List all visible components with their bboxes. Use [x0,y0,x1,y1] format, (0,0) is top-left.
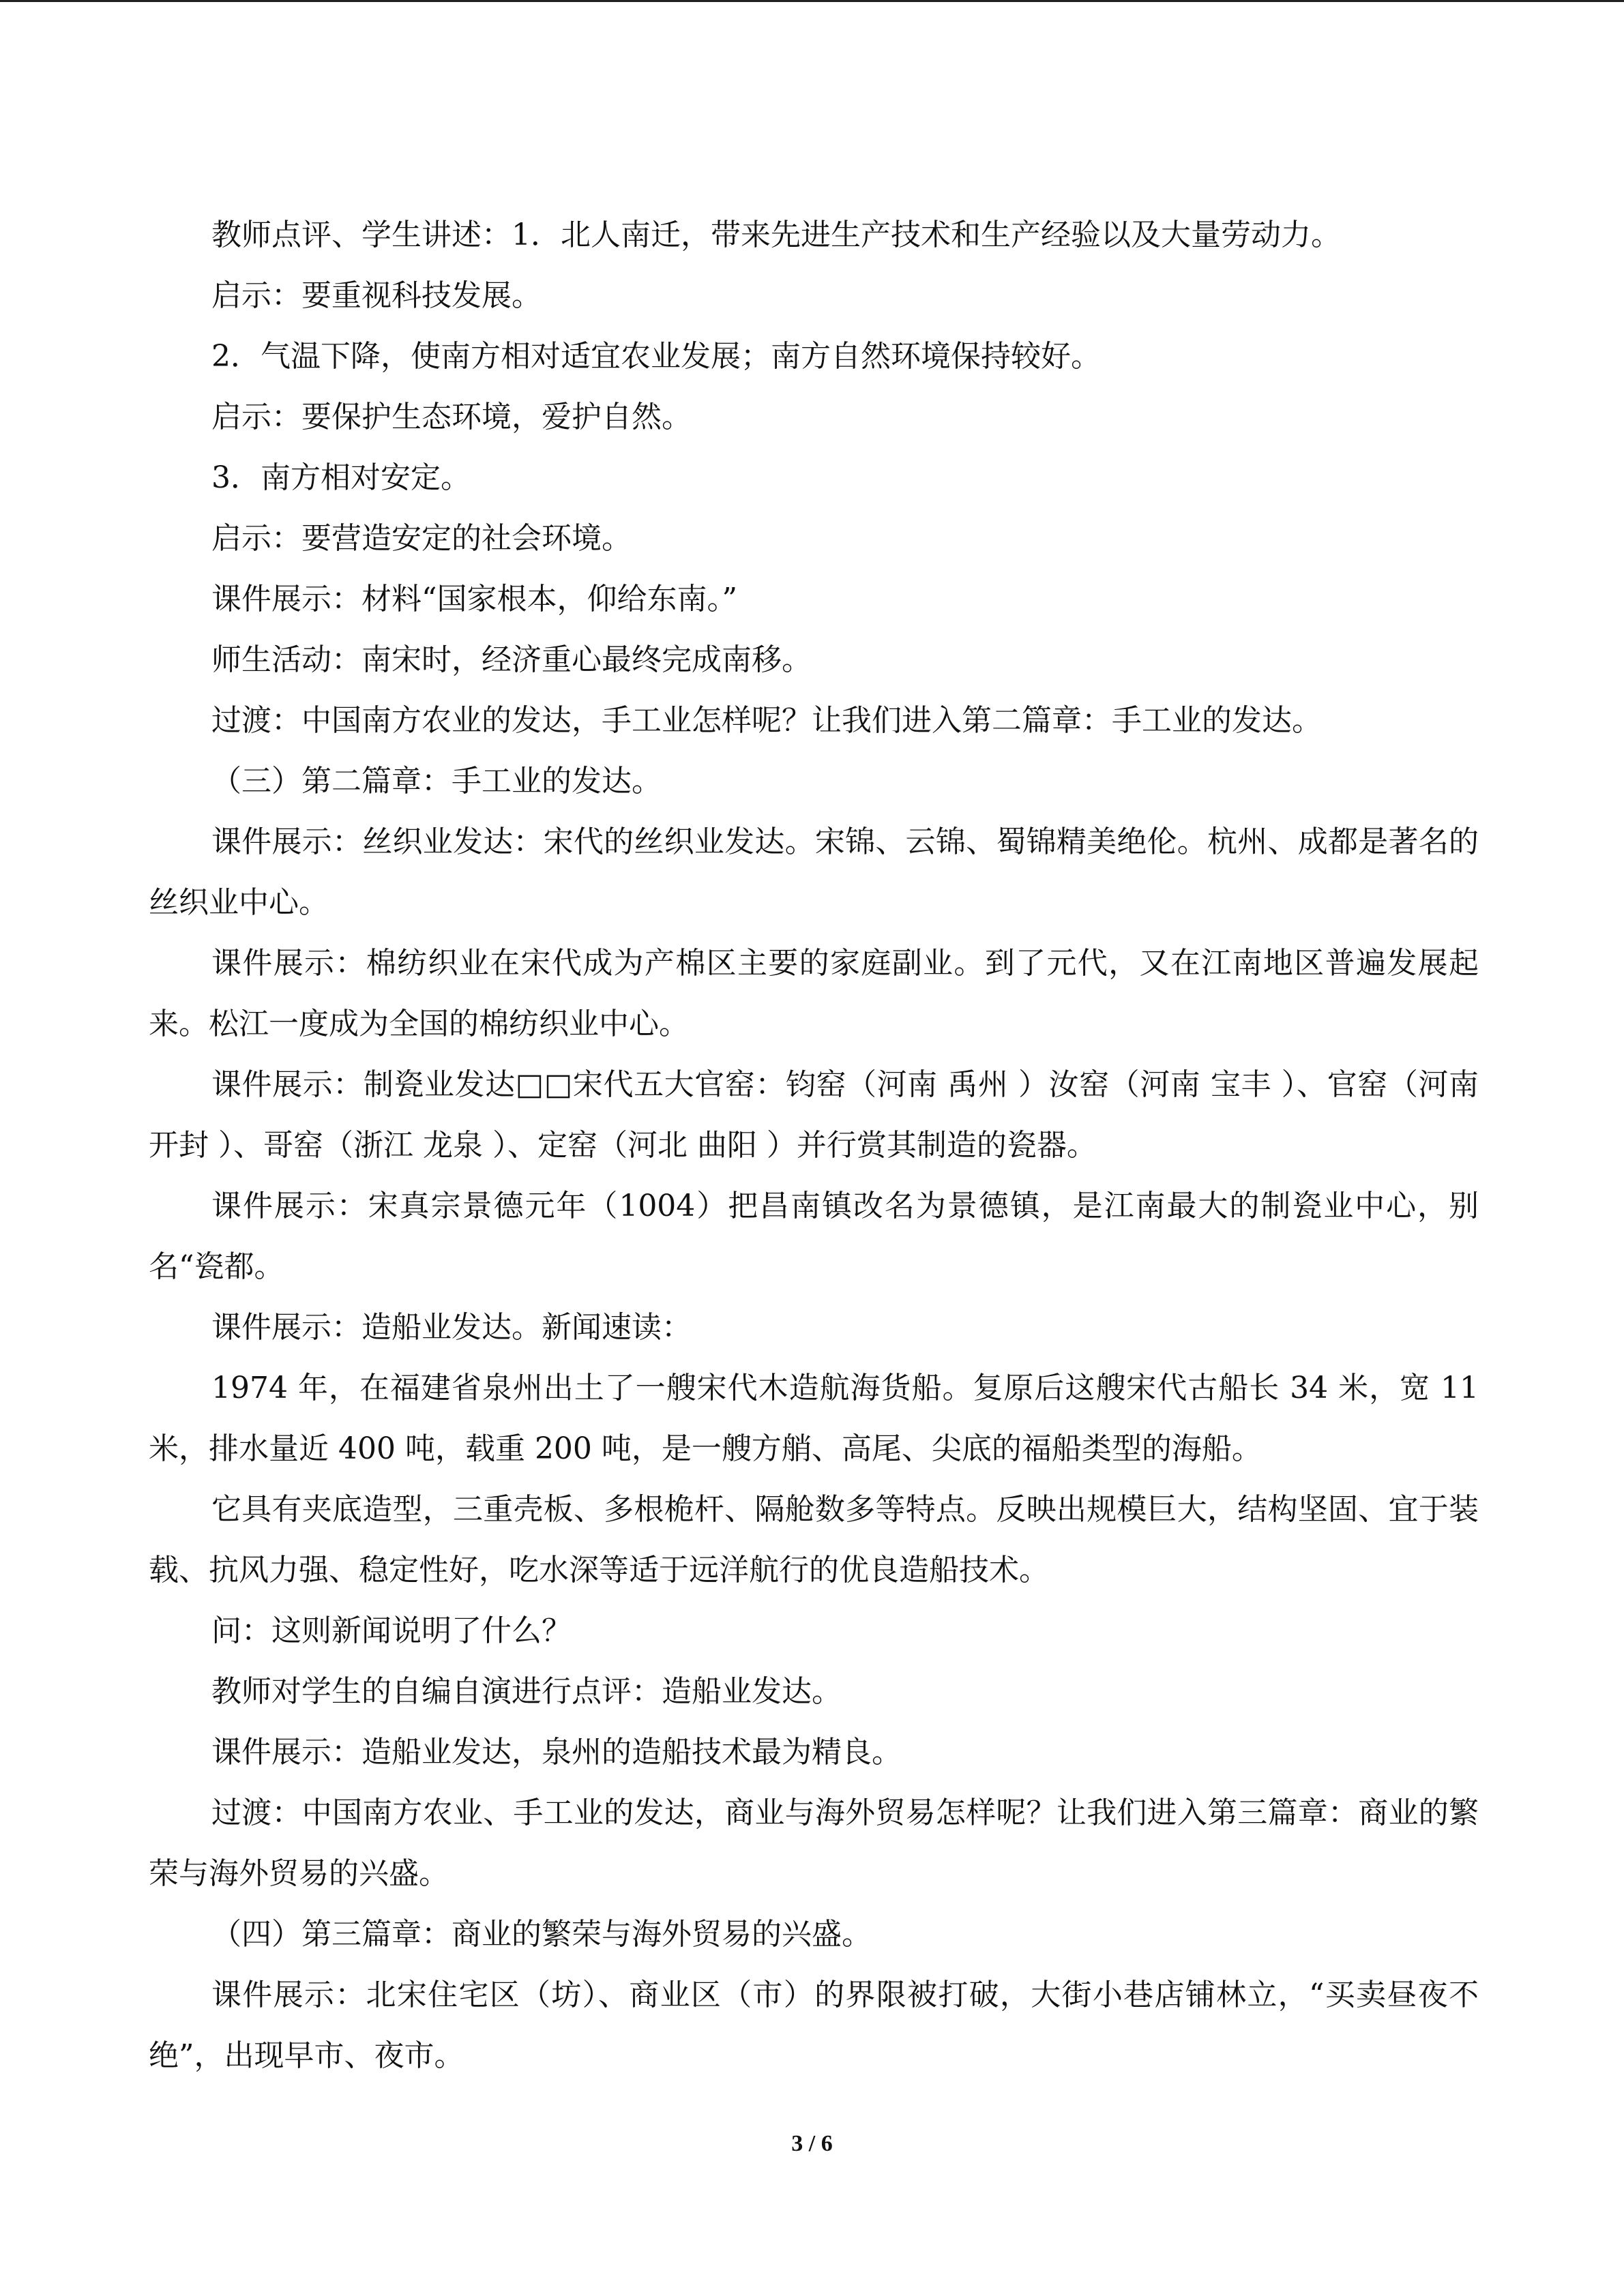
paragraph: 课件展示：宋真宗景德元年（1004）把昌南镇改名为景德镇，是江南最大的制瓷业中心，别名“瓷都。 [149,1189,1479,1284]
paragraph: 课件展示：北宋住宅区（坊）、商业区（市）的界限被打破，大街小巷店铺林立，“买卖昼夜不绝”，出现早市、夜市。 [149,1978,1479,2073]
paragraph: 课件展示：制瓷业发达□□宋代五大官窑：钧窑（河南 禹州 ）汝窑（河南 宝丰 ）、官窑（河南 开封 ）、哥窑（浙江 龙泉 ）、定窑（河北 曲阳 ）并行赏其制造的瓷器。 [149,1067,1479,1163]
document-body [149,205,1479,2086]
paragraph: 课件展示：造船业发达。新闻速读： [211,1310,692,1345]
top-border-line [0,0,1624,2]
paragraph: 课件展示：造船业发达，泉州的造船技术最为精良。 [211,1735,902,1770]
page-number: 3 / 6 [791,2131,833,2156]
paragraph: 过渡：中国南方农业的发达，手工业怎样呢？让我们进入第二篇章：手工业的发达。 [211,703,1322,738]
paragraph: 启示：要重视科技发展。 [211,278,542,313]
paragraph: 1974 年，在福建省泉州出土了一艘宋代木造航海货船。复原后这艘宋代古船长 34 米，宽 11 米，排水量近 400 吨，载重 200 吨，是一艘方艄、高尾、尖底的福船类型的海船。 [149,1371,1479,1466]
paragraph: 教师点评、学生讲述：1．北人南迁，带来先进生产技术和生产经验以及大量劳动力。 [211,218,1341,252]
paragraph: 启示：要保护生态环境，爱护自然。 [211,400,692,434]
paragraph: 课件展示：材料“国家根本，仰给东南。” [211,582,737,616]
paragraph: 问：这则新闻说明了什么？ [211,1613,572,1648]
paragraph: 课件展示：棉纺织业在宋代成为产棉区主要的家庭副业。到了元代，又在江南地区普遍发展起来。松江一度成为全国的棉纺织业中心。 [149,946,1479,1041]
paragraph: 过渡：中国南方农业、手工业的发达，商业与海外贸易怎样呢？让我们进入第三篇章：商业的繁荣与海外贸易的兴盛。 [149,1795,1479,1891]
paragraph: 教师对学生的自编自演进行点评：造船业发达。 [211,1674,842,1709]
section-heading: （三）第二篇章：手工业的发达。 [211,764,662,799]
paragraph: 课件展示：丝织业发达：宋代的丝织业发达。宋锦、云锦、蜀锦精美绝伦。杭州、成都是著名的丝织业中心。 [149,824,1479,920]
section-heading: （四）第三篇章：商业的繁荣与海外贸易的兴盛。 [211,1917,872,1952]
paragraph: 启示：要营造安定的社会环境。 [211,521,632,556]
paragraph: 师生活动：南宋时，经济重心最终完成南移。 [211,642,812,677]
paragraph: 2．气温下降，使南方相对适宜农业发展；南方自然环境保持较好。 [211,339,1101,374]
paragraph: 3．南方相对安定。 [211,460,471,495]
paragraph: 它具有夹底造型，三重壳板、多根桅杆、隔舱数多等特点。反映出规模巨大，结构坚固、宜于装载、抗风力强、稳定性好，吃水深等适于远洋航行的优良造船技术。 [149,1492,1479,1587]
